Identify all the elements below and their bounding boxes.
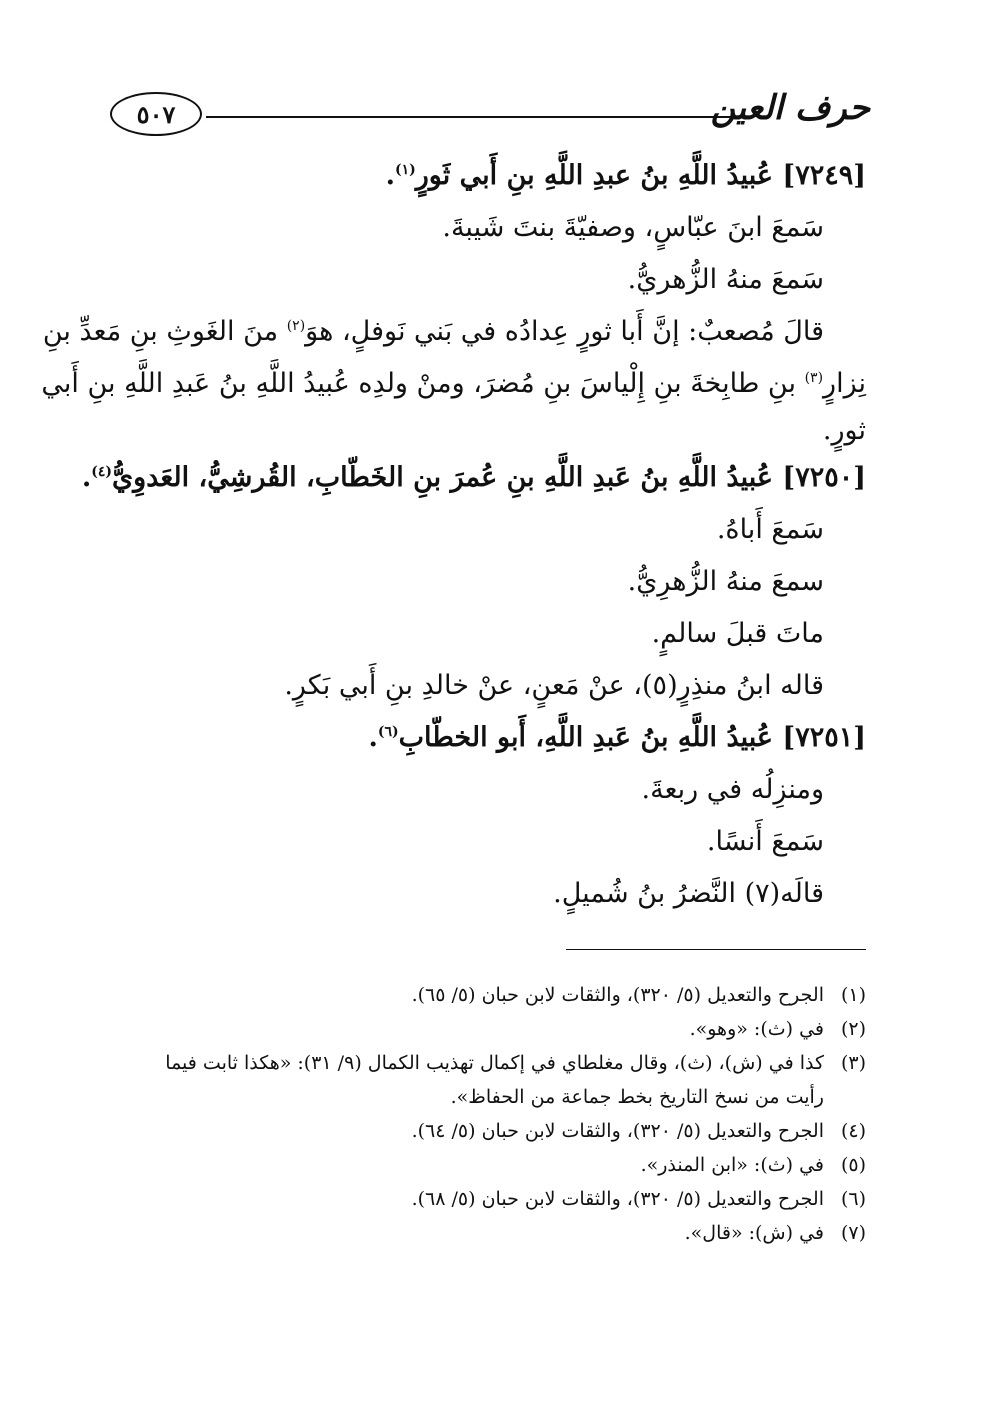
page-header <box>110 86 870 146</box>
footnote <box>115 1182 866 1216</box>
footnote-number: (٥) <box>840 1154 866 1176</box>
footnote <box>115 1114 866 1148</box>
footnote-text: الجرح والتعديل (٥/ ٣٢٠)، والثقات لابن حبان (٥/ ٦٤). <box>411 1120 824 1142</box>
entry-line: سَمعَ منهُ الزُّهريُّ. <box>627 264 824 295</box>
chapter-title: حرف العين <box>710 88 870 128</box>
page-number: ٥٠٧ <box>110 92 202 136</box>
entry-line: سمعَ منهُ الزُّهرِيُّ. <box>627 566 824 597</box>
footnote-text: كذا في (ش)، (ث)، وقال مغلطاي في إكمال تهذيب الكمال (٩/ ٣١): «هكذا ثابت فيما <box>165 1052 824 1074</box>
main-text <box>41 150 866 920</box>
entry-heading: [٧٢٥٠] عُبيدُ اللَّهِ بنُ عَبدِ اللَّهِ بنِ عُمرَ بنِ الخَطّابِ، القُرشِيُّ، العَدوِيُّ$^{(٤)}$. <box>81 462 866 493</box>
entry-line: قالَه(٧) النَّضرُ بنُ شُميلٍ. <box>553 878 824 909</box>
footnote-text: في (ث): «ابن المنذر». <box>640 1154 824 1176</box>
footnote <box>115 1148 866 1182</box>
footnote <box>115 1216 866 1250</box>
footnotes <box>115 978 866 1250</box>
entry-line: قاله ابنُ منذِرٍ(٥)، عنْ مَعنٍ، عنْ خالدِ بنِ أَبي بَكرٍ. <box>284 670 824 701</box>
entry-heading: [٧٢٥١] عُبيدُ اللَّهِ بنُ عَبدِ اللَّهِ، أَبو الخطّابِ$^{(٦)}$. <box>368 722 866 753</box>
footnote-text: في (ش): «قال». <box>684 1222 824 1244</box>
footnote <box>115 1012 866 1046</box>
footnote-text: الجرح والتعديل (٥/ ٣٢٠)، والثقات لابن حبان (٥/ ٦٥). <box>411 984 824 1006</box>
entry-paragraph-line: قالَ مُصعبٌ: إنَّ أَبا ثورٍ عِدادُه في بَني نَوفلٍ، هوَ$^{(٢)}$ منَ الغَوثِ بنِ مَعدِّ بنِ <box>42 316 824 347</box>
entry-line: ومنزِلُه في ربعةَ. <box>641 774 824 805</box>
footnote-text: الجرح والتعديل (٥/ ٣٢٠)، والثقات لابن حبان (٥/ ٦٨). <box>411 1188 824 1210</box>
entry-line: سَمعَ أَباهُ. <box>716 514 824 545</box>
footnote-number: (٣) <box>840 1052 866 1074</box>
entry-paragraph-line: نِزارٍ$^{(٣)}$ بنِ طابِخةَ بنِ إِلْياسَ بنِ مُضرَ، ومنْ ولدِه عُبيدُ اللَّهِ بنُ عَبدِ اللَّهِ بنِ أَبي <box>41 368 866 399</box>
entry-line: سَمعَ ابنَ عبّاسٍ، وصفيّةَ بنتَ شَيبةَ. <box>442 212 824 243</box>
entry-paragraph-line: ثورٍ. <box>822 415 866 446</box>
footnote-number: (٤) <box>840 1120 866 1142</box>
entry-line: سَمعَ أَنسًا. <box>706 826 824 857</box>
footnote-number: (٦) <box>840 1188 866 1210</box>
footnote <box>115 1046 866 1080</box>
footnote-text: في (ث): «وهو». <box>689 1018 824 1040</box>
entry-heading: [٧٢٤٩] عُبيدُ اللَّهِ بنُ عبدِ اللَّهِ بنِ أَبي ثَورٍ$^{(١)}$. <box>385 160 866 191</box>
footnote-number: (١) <box>840 984 866 1006</box>
header-rule <box>206 116 732 118</box>
footnote <box>115 978 866 1012</box>
footnote-continuation <box>115 1080 866 1114</box>
footnote-separator <box>566 949 866 950</box>
footnote-text: رأيت من نسخ التاريخ بخط جماعة من الحفاظ». <box>450 1086 824 1108</box>
footnote-number: (٢) <box>840 1018 866 1040</box>
footnote-number: (٧) <box>840 1222 866 1244</box>
entry-line: ماتَ قبلَ سالمٍ. <box>651 618 824 649</box>
